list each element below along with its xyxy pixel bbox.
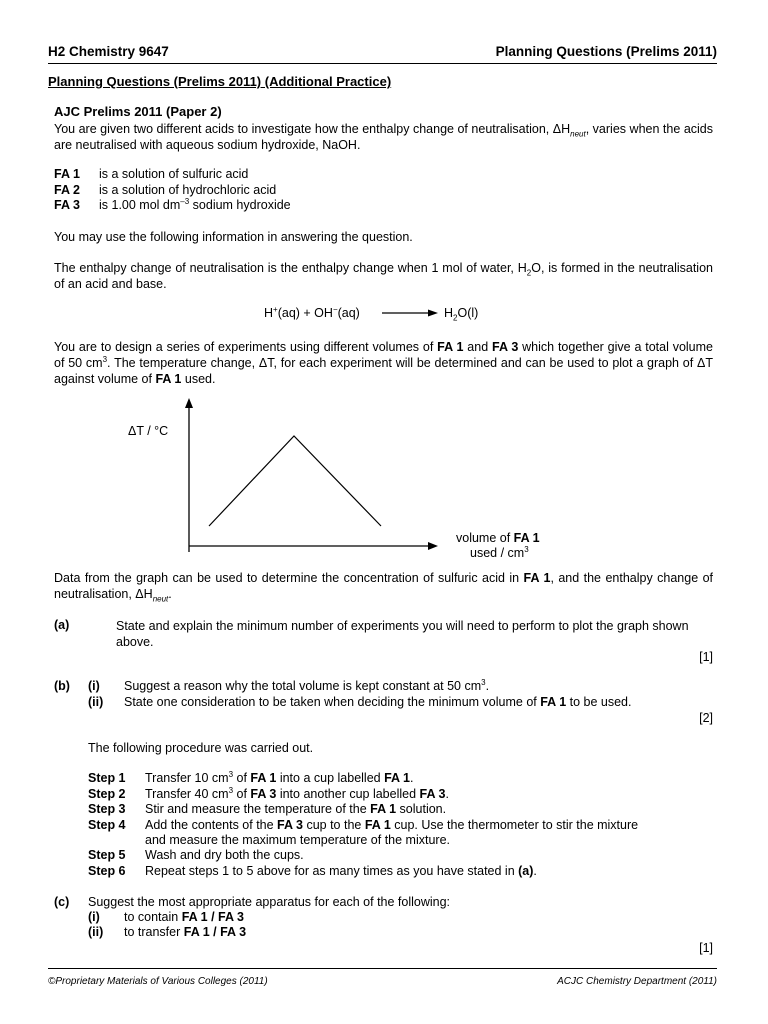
question-a-label: (a) — [54, 618, 70, 632]
question-c-i-text: to contain FA 1 / FA 3 — [124, 910, 244, 924]
info-line: You may use the following information in answering the question. — [54, 230, 413, 244]
question-c-ii-text: to transfer FA 1 / FA 3 — [124, 925, 247, 939]
temperature-graph — [180, 394, 444, 554]
question-b-label: (b) — [54, 679, 70, 693]
question-b-i-label: (i) — [88, 679, 100, 693]
graph-y-label: ΔT / °C — [128, 424, 169, 438]
question-a-text: State and explain the minimum number of experiments you will need to perform to plot the graph shown above. — [116, 619, 689, 649]
section-subtitle: AJC Prelims 2011 (Paper 2) — [54, 104, 222, 119]
step-4-text: Add the contents of the FA 3 cup to the FA 1 cup. Use the thermometer to stir the mixture — [145, 818, 639, 832]
solution-text-fa3: is 1.00 mol $dm^{-3}$ sodium hydroxide — [99, 196, 291, 212]
step-5-label: Step 5 — [88, 848, 126, 862]
x-axis-arrowhead-icon — [428, 542, 438, 550]
question-b-ii-text: State one consideration to be taken when deciding the minimum volume of FA 1 to be used. — [124, 695, 632, 709]
definition-paragraph: The enthalpy change of neutralisation is the enthalpy change when 1 mol of water, $H_2O$, is formed in the neutralisation of an acid and base. — [54, 261, 713, 291]
step-5-text: Wash and dry both the cups. — [145, 848, 304, 862]
header-right: Planning Questions (Prelims 2011) — [495, 44, 717, 59]
step-6-label: Step 6 — [88, 864, 126, 878]
graph-note-paragraph: Data from the graph can be used to determine the concentration of sulfuric acid in FA 1, and the enthalpy change of neutralisation, $\Delta H_{neut}$. — [54, 571, 714, 604]
question-b-mark: [2] — [699, 711, 713, 725]
footer-left: ©Proprietary Materials of Various Colleges (2011) — [48, 976, 268, 987]
question-b-i-text: Suggest a reason why the total volume is kept constant at 50 $cm^3$. — [124, 677, 490, 693]
step-4-label: Step 4 — [88, 818, 126, 832]
solution-text-fa2: is a solution of hydrochloric acid — [99, 183, 277, 197]
step-3-label: Step 3 — [88, 802, 126, 816]
footer-right: ACJC Chemistry Department (2011) — [557, 976, 717, 987]
step-1-label: Step 1 — [88, 771, 126, 785]
step-3-text: Stir and measure the temperature of the FA 1 solution. — [145, 802, 447, 816]
step-2-text: Transfer 40 $cm^3$ of FA 3 into another cup labelled FA 3. — [145, 785, 449, 801]
equation-rhs: $H_2O(l)$ — [444, 306, 479, 323]
solution-label-fa3: FA 3 — [54, 198, 80, 212]
page-title: Planning Questions (Prelims 2011) (Additional Practice) — [48, 74, 392, 89]
solution-text-fa1: is a solution of sulfuric acid — [99, 167, 249, 181]
solution-label-fa2: FA 2 — [54, 183, 80, 197]
y-axis-arrowhead-icon — [185, 398, 193, 408]
question-c-i-label: (i) — [88, 910, 100, 924]
header-rule — [48, 63, 717, 64]
graph-curve — [209, 436, 381, 526]
question-c-mark: [1] — [699, 941, 713, 955]
equation-lhs: H+(aq) + OH−(aq) — [264, 304, 360, 320]
reaction-arrow-icon — [382, 308, 438, 318]
footer-rule — [48, 968, 717, 969]
step-1-text: Transfer 10 $cm^3$ of FA 1 into a cup labelled FA 1. — [145, 769, 414, 785]
question-c-text: Suggest the most appropriate apparatus for each of the following: — [88, 895, 451, 909]
question-b-ii-label: (ii) — [88, 695, 104, 709]
question-c-ii-label: (ii) — [88, 925, 104, 939]
step-2-label: Step 2 — [88, 787, 126, 801]
intro-paragraph: You are given two different acids to investigate how the enthalpy change of neutralisation, $\Delta H_{neut}$, varies when the acids are neutralised with aqueous sodium hydroxide, NaOH. — [54, 122, 713, 152]
question-c-label: (c) — [54, 895, 70, 909]
step-6-text: Repeat steps 1 to 5 above for as many times as you have stated in (a). — [145, 864, 537, 878]
procedure-intro: The following procedure was carried out. — [88, 741, 314, 755]
header-left: H2 Chemistry 9647 — [48, 44, 169, 59]
design-paragraph: You are to design a series of experiments using different volumes of FA 1 and FA 3 which together give a total volume of 50 $cm^3$. The temperature change, ΔT, for each experiment will be determined and can be used to plot a graph of ΔT against volume of FA 1 used. — [54, 340, 714, 386]
graph-x-label-line2: used / $cm^3$ — [470, 544, 529, 560]
solution-label-fa1: FA 1 — [54, 167, 80, 181]
graph-x-label-line1: volume of FA 1 — [456, 531, 540, 545]
question-a-mark: [1] — [699, 650, 713, 664]
step-4-text-line2: and measure the maximum temperature of the mixture. — [145, 833, 450, 847]
